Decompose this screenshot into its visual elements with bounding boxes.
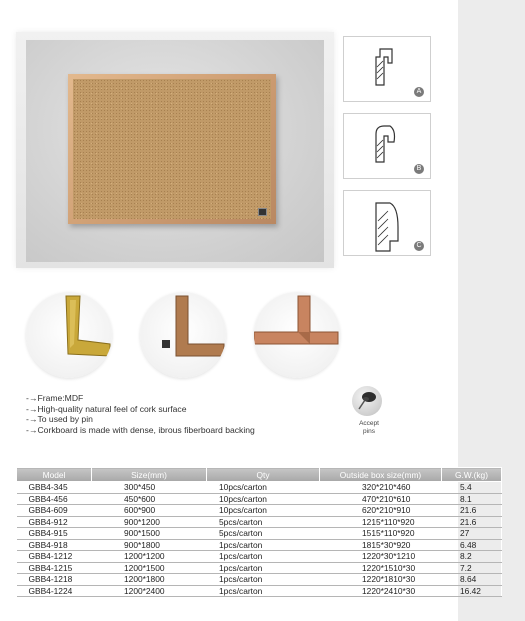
table-cell: 1pcs/carton bbox=[207, 539, 320, 551]
feature-list bbox=[26, 393, 255, 435]
table-cell: GBB4-1224 bbox=[17, 585, 92, 597]
table-cell: 10pcs/carton bbox=[207, 493, 320, 505]
frame-profile-c bbox=[343, 190, 431, 256]
table-cell: 1515*110*920 bbox=[320, 528, 442, 540]
table-cell: GBB4-1218 bbox=[17, 574, 92, 586]
table-row bbox=[17, 516, 502, 528]
push-pin-icon bbox=[352, 386, 382, 416]
table-cell: 16.42 bbox=[442, 585, 502, 597]
table-row bbox=[17, 539, 502, 551]
table-cell: 600*900 bbox=[92, 505, 207, 517]
table-cell: 1200*1500 bbox=[92, 562, 207, 574]
profile-a-badge: A bbox=[414, 87, 424, 97]
gold-frame-icon bbox=[26, 292, 112, 378]
table-row bbox=[17, 482, 502, 494]
table-cell: 900*1800 bbox=[92, 539, 207, 551]
table-cell: 1200*1800 bbox=[92, 574, 207, 586]
table-cell: 1220*30*1210 bbox=[320, 551, 442, 563]
photo-background bbox=[26, 40, 324, 262]
table-cell: 1220*2410*30 bbox=[320, 585, 442, 597]
table-cell: 1200*2400 bbox=[92, 585, 207, 597]
table-cell: 320*210*460 bbox=[320, 482, 442, 494]
table-cell: 27 bbox=[442, 528, 502, 540]
table-cell: 5pcs/carton bbox=[207, 516, 320, 528]
table-header-row bbox=[17, 468, 502, 482]
table-row bbox=[17, 505, 502, 517]
table-cell: 1215*110*920 bbox=[320, 516, 442, 528]
table-cell: 7.2 bbox=[442, 562, 502, 574]
feature-item: -→ High-quality natural feel of cork surface bbox=[26, 404, 255, 415]
table-row bbox=[17, 493, 502, 505]
profile-a-icon bbox=[370, 43, 400, 87]
table-cell: GBB4-345 bbox=[17, 482, 92, 494]
table-cell: 300*450 bbox=[92, 482, 207, 494]
table-body bbox=[17, 482, 502, 597]
table-cell: 5.4 bbox=[442, 482, 502, 494]
spec-table bbox=[16, 467, 502, 597]
table-cell: 21.6 bbox=[442, 516, 502, 528]
column-header: Outside box size(mm) bbox=[320, 468, 442, 482]
oak-frame-icon bbox=[140, 292, 226, 378]
profile-b-icon bbox=[370, 120, 400, 164]
profile-c-icon bbox=[370, 197, 404, 253]
frame-profile-a bbox=[343, 36, 431, 102]
frame-profile-b bbox=[343, 113, 431, 179]
table-cell: 1pcs/carton bbox=[207, 574, 320, 586]
table-cell: GBB4-915 bbox=[17, 528, 92, 540]
table-cell: 900*1200 bbox=[92, 516, 207, 528]
table-cell: 10pcs/carton bbox=[207, 482, 320, 494]
table-cell: 900*1500 bbox=[92, 528, 207, 540]
table-row bbox=[17, 528, 502, 540]
product-photo bbox=[16, 32, 334, 268]
corner-sample-cherry bbox=[254, 292, 340, 378]
table-cell: 8.64 bbox=[442, 574, 502, 586]
corner-sample-gold bbox=[26, 292, 112, 378]
table-cell: 10pcs/carton bbox=[207, 505, 320, 517]
table-cell: 1pcs/carton bbox=[207, 551, 320, 563]
table-cell: 620*210*910 bbox=[320, 505, 442, 517]
product-tag bbox=[258, 208, 267, 216]
profile-c-badge: C bbox=[414, 241, 424, 251]
table-cell: 1815*30*920 bbox=[320, 539, 442, 551]
cork-board bbox=[68, 74, 276, 224]
table-cell: 8.1 bbox=[442, 493, 502, 505]
table-cell: GBB4-1215 bbox=[17, 562, 92, 574]
table-row bbox=[17, 574, 502, 586]
feature-item: -→ Frame:MDF bbox=[26, 393, 255, 404]
table-row bbox=[17, 551, 502, 563]
corner-sample-oak bbox=[140, 292, 226, 378]
column-header: Size(mm) bbox=[92, 468, 207, 482]
profile-b-badge: B bbox=[414, 164, 424, 174]
table-cell: 21.6 bbox=[442, 505, 502, 517]
table-cell: 450*600 bbox=[92, 493, 207, 505]
table-cell: 1220*1510*30 bbox=[320, 562, 442, 574]
table-cell: 1220*1810*30 bbox=[320, 574, 442, 586]
table-cell: GBB4-456 bbox=[17, 493, 92, 505]
table-cell: 1pcs/carton bbox=[207, 585, 320, 597]
column-header: Qty bbox=[207, 468, 320, 482]
column-header: G.W.(kg) bbox=[442, 468, 502, 482]
column-header: Model bbox=[17, 468, 92, 482]
table-cell: 6.48 bbox=[442, 539, 502, 551]
table-cell: GBB4-609 bbox=[17, 505, 92, 517]
table-cell: 1pcs/carton bbox=[207, 562, 320, 574]
table-cell: 1200*1200 bbox=[92, 551, 207, 563]
table-cell: GBB4-912 bbox=[17, 516, 92, 528]
table-cell: 5pcs/carton bbox=[207, 528, 320, 540]
pin-label: Accept pins bbox=[359, 420, 379, 435]
cork-surface bbox=[73, 79, 271, 219]
table-cell: 470*210*610 bbox=[320, 493, 442, 505]
table-cell: 8.2 bbox=[442, 551, 502, 563]
table-cell: GBB4-1212 bbox=[17, 551, 92, 563]
table-cell: GBB4-918 bbox=[17, 539, 92, 551]
feature-item: -→ Corkboard is made with dense, ibrous fiberboard backing bbox=[26, 425, 255, 436]
cherry-frame-icon bbox=[254, 292, 340, 378]
table-row bbox=[17, 585, 502, 597]
table-row bbox=[17, 562, 502, 574]
feature-item: -→ To used by pin bbox=[26, 414, 255, 425]
